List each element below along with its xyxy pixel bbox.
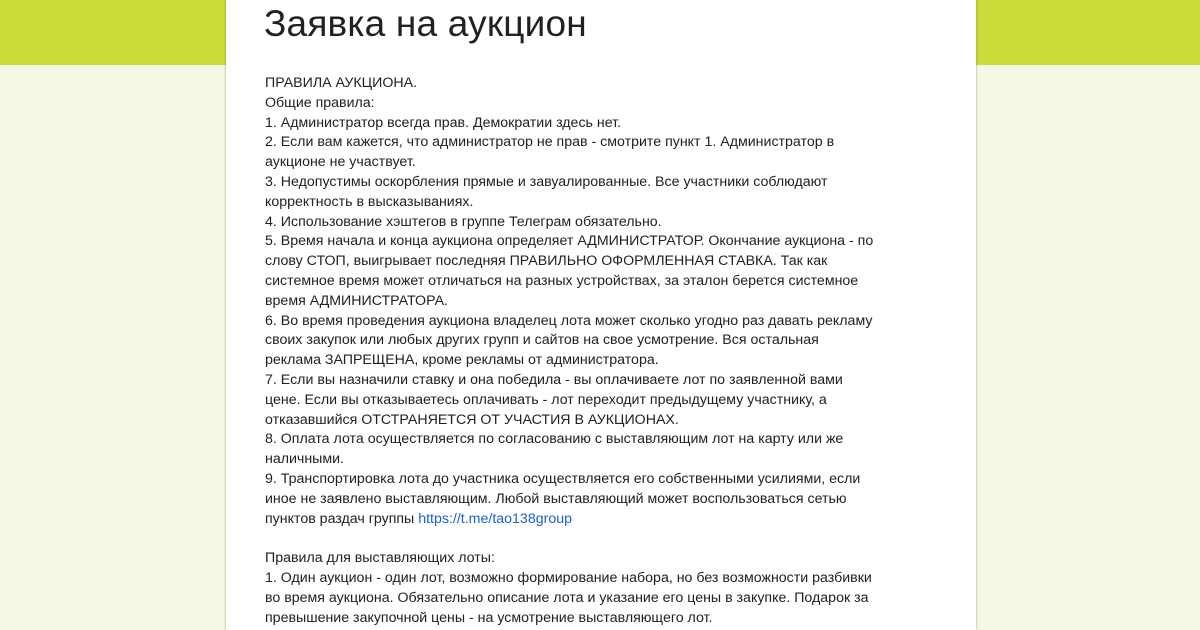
rule-5-line: слову СТОП, выигрывает последняя ПРАВИЛЬНО ОФОРМЛЕННАЯ СТАВКА. Так как [265, 253, 828, 270]
rule-3-line: корректность в высказываниях. [265, 193, 474, 210]
rule-7-line: цене. Если вы отказываетесь оплачивать - лот переходит предыдущему участнику, а [265, 391, 827, 408]
rule-7-line: 7. Если вы назначили ставку и она победила - вы оплачиваете лот по заявленной вами [265, 371, 843, 388]
rule-5-line: системное время может отличаться на разных устройствах, за эталон берется системное [265, 272, 859, 289]
seller-rule-1-line: 1. Один аукцион - один лот, возможно формирование набора, но без возможности разбивки [265, 569, 872, 586]
rule-9-text: пунктов раздач группы [265, 510, 419, 527]
telegram-group-link[interactable]: https://t.me/tao138group [418, 510, 573, 527]
form-description [265, 74, 937, 628]
rule-9-line: иное не заявлено выставляющим. Любой выставляющий может воспользоваться сетью [265, 490, 847, 507]
sellers-rules-heading: Правила для выставляющих лоты: [265, 550, 495, 567]
form-card [226, 0, 976, 630]
rule-1-line: 1. Администратор всегда прав. Демократии здесь нет. [265, 114, 621, 131]
rule-6-line: 6. Во время проведения аукциона владелец лота может сколько угодно раз давать рекламу [265, 312, 873, 329]
rule-9-line: 9. Транспортировка лота до участника осуществляется его собственными усилиями, если [265, 470, 861, 487]
rule-3-line: 3. Недопустимы оскорбления прямые и завуалированные. Все участники соблюдают [265, 173, 828, 190]
rule-6-line: реклама ЗАПРЕЩЕНА, кроме рекламы от администратора. [265, 352, 659, 369]
seller-rule-1-line: превышение закупочной цены - на усмотрение выставляющего лот. [265, 609, 713, 626]
rule-7-line: отказавшийся ОТСТРАНЯЕТСЯ ОТ УЧАСТИЯ В АУКЦИОНАХ. [265, 411, 679, 428]
rules-heading: ПРАВИЛА АУКЦИОНА. [265, 75, 418, 91]
rule-5-line: время АДМИНИСТРАТОРА. [265, 292, 448, 309]
rule-8-line: 8. Оплата лота осуществляется по согласованию с выставляющим лот на карту или же [265, 431, 844, 448]
form-title: Заявка на аукцион [264, 3, 587, 44]
general-rules-heading: Общие правила: [265, 94, 375, 111]
rule-5-line: 5. Время начала и конца аукциона определяет АДМИНИСТРАТОР. Окончание аукциона - по [265, 233, 874, 250]
rule-2-line: аукционе не участвует. [265, 154, 416, 171]
rule-2-line: 2. Если вам кажется, что администратор не прав - смотрите пункт 1. Администратор в [265, 134, 835, 151]
rule-4-line: 4. Использование хэштегов в группе Телеграм обязательно. [265, 213, 662, 230]
rule-8-line: наличными. [265, 451, 344, 468]
rule-9-line [265, 510, 937, 530]
rule-6-line: своих закупок или любых других групп и сайтов на свое усмотрение. Вся остальная [265, 332, 819, 349]
paragraph-gap [265, 529, 937, 549]
seller-rule-1-line: во время аукциона. Обязательно описание лота и указание его цены в закупке. Подарок за [265, 589, 869, 606]
